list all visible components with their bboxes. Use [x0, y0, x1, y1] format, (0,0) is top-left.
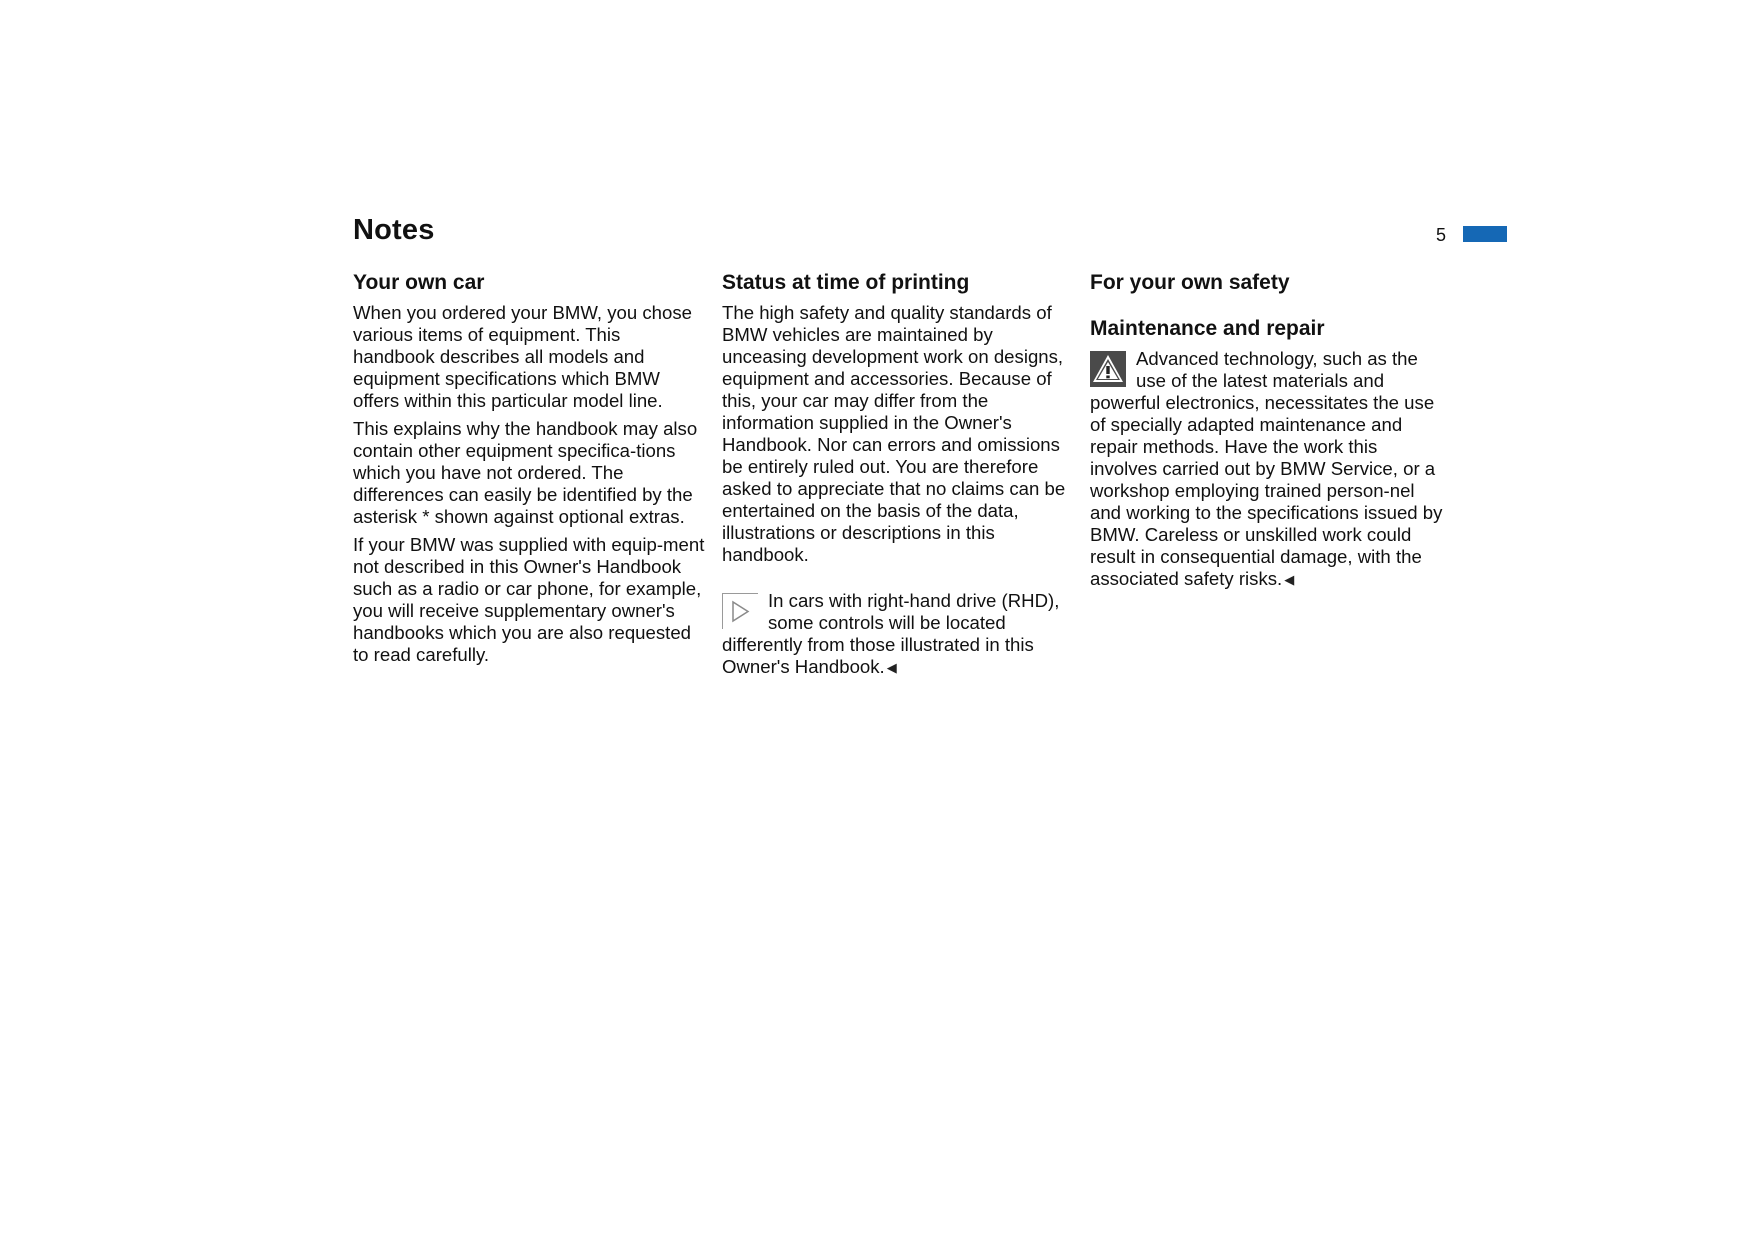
note-arrow-icon [722, 593, 758, 629]
section-subheading-maintenance: Maintenance and repair [1090, 317, 1325, 340]
paragraph: The high safety and quality standards of BMW vehicles are maintained by unceasing development work on designs, equipment and accessories. Because of this, your car may differ from the information supplied in the Owner's Handbook. Nor can errors and omissions be entirely ruled out. You are therefore asked to appreciate that no claims can be entertained on the basis of the data, illustrations or descriptions in this handbook. [722, 302, 1066, 565]
page-title: Notes [353, 214, 435, 246]
column-own-safety [1090, 270, 1444, 597]
section-heading-status: Status at time of printing [722, 271, 970, 294]
section-heading-your-own-car: Your own car [353, 271, 485, 294]
column-your-own-car [353, 270, 707, 672]
page-tab-marker [1463, 226, 1507, 242]
warning-block [1090, 348, 1444, 591]
section-heading-safety: For your own safety [1090, 271, 1290, 294]
note-text: In cars with right-hand drive (RHD), some controls will be located differently from those illustrated in this Owner's Handbook. [722, 590, 1060, 677]
warning-triangle-icon [1090, 351, 1126, 387]
page-number: 5 [1436, 225, 1447, 245]
end-mark-icon: ◀ [1284, 572, 1295, 587]
column-status-at-printing [722, 270, 1076, 679]
end-mark-icon: ◀ [886, 660, 897, 675]
paragraph: If your BMW was supplied with equip-ment not described in this Owner's Handbook such as a radio or car phone, for example, you will receive supplementary owner's handbooks which you are also requested to read carefully. [353, 534, 705, 665]
paragraph: This explains why the handbook may also contain other equipment specifica-tions which you have not ordered. The differences can easily be identified by the asterisk * shown against optional extras. [353, 418, 698, 527]
paragraph: When you ordered your BMW, you chose various items of equipment. This handbook describes all models and equipment specifications which BMW offers within this particular model line. [353, 302, 692, 411]
warning-text: Advanced technology, such as the use of the latest materials and powerful electronics, necessitates the use of specially adapted maintenance and repair methods. Have the work this involves carried out by BMW Service, or a workshop employing trained person-nel and working to the specifications issued by BMW. Careless or unskilled work could result in consequential damage, with the associated safety risks. [1090, 348, 1443, 589]
rhd-note [722, 590, 1076, 679]
